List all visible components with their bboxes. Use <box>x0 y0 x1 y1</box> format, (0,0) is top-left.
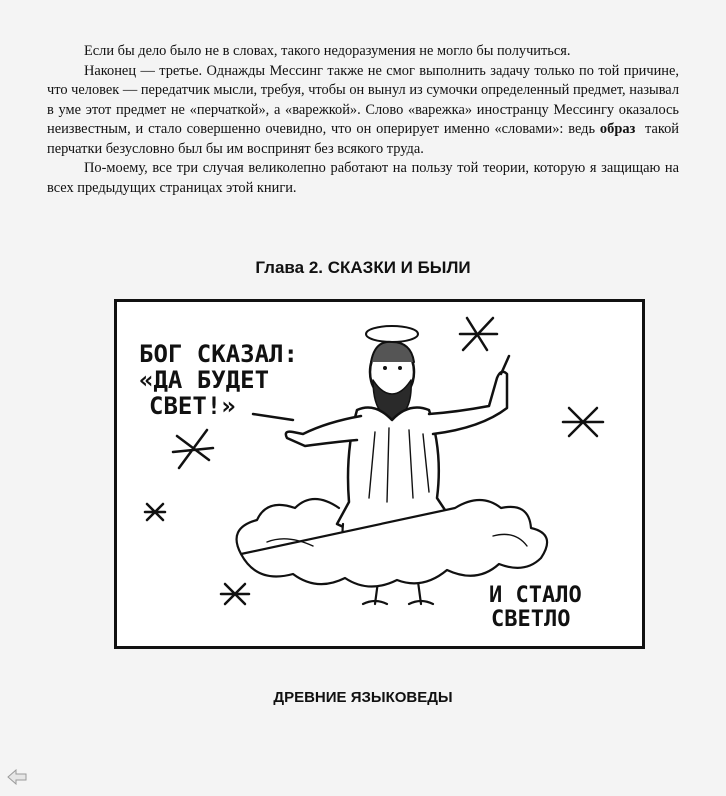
cartoon-drawing <box>117 302 642 646</box>
caption-right-line2: СВЕТЛО <box>491 607 571 632</box>
paragraph-1: Если бы дело было не в словах, такого недоразумения не могло бы получиться. <box>84 43 571 59</box>
caption-right-line1: И СТАЛО <box>489 583 582 608</box>
caption-left-line3: СВЕТ!» <box>149 392 236 420</box>
paragraph-2-part-2: такой перчатки безусловно был бы им воспринят без всякого труда. <box>47 121 679 157</box>
caption-left-line2: «ДА БУДЕТ <box>139 366 270 394</box>
chapter-title: Глава 2. СКАЗКИ И БЫЛИ <box>255 258 471 277</box>
caption-left-line1: БОГ СКАЗАЛ: <box>139 340 298 368</box>
left-arm <box>286 416 361 446</box>
paragraph-3: По-моему, все три случая великолепно работают на пользу той теории, которую я защищаю на всех предыдущих страницах этой книги. <box>47 160 679 196</box>
paragraph-2 <box>47 62 679 160</box>
back-arrow-icon[interactable] <box>7 769 27 785</box>
body-text <box>47 42 679 198</box>
section-title: ДРЕВНИЕ ЯЗЫКОВЕДЫ <box>273 689 453 706</box>
halo <box>366 326 418 342</box>
paragraph-2-bold-word: образ <box>599 121 636 137</box>
right-arm <box>429 372 507 434</box>
hair <box>371 342 414 362</box>
cartoon-illustration <box>114 299 645 649</box>
paragraph-2-part-1: Наконец — третье. Однажды Мессинг также не смог выполнить задачу только по той причине, что человек — передатчик мысли, требуя, чтобы он вынул из сумочки определенный предмет, называл в уме этот предмет не «перчаткой», а «варежкой». Слово «варежка» иностранцу Мессингу оказалось неизвестным, и стало совершенно очевидно, что он оперирует именно «словами»: ведь <box>47 62 679 137</box>
